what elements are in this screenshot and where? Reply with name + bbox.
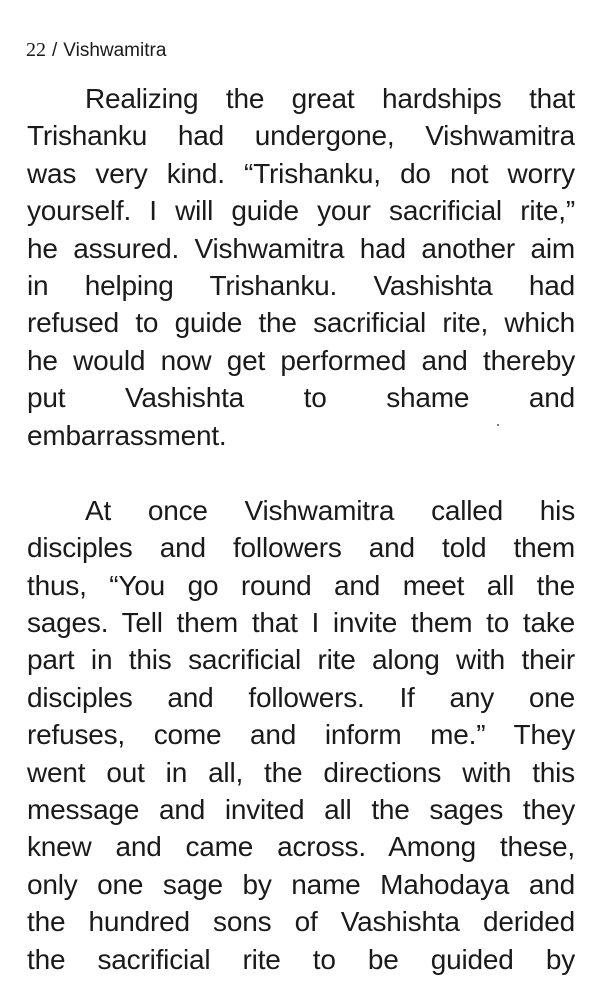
text-line: the sacrificial rite to be guided by	[27, 943, 575, 975]
running-head-title: Vishwamitra	[63, 40, 167, 61]
page-number: 22	[26, 39, 46, 61]
running-head	[26, 38, 166, 63]
text-line: sages. Tell them that I invite them to take	[27, 607, 575, 639]
print-speck	[497, 424, 499, 426]
text-line: only one sage by name Mahodaya and	[27, 868, 575, 900]
text-line: he would now get performed and thereby	[27, 344, 575, 376]
text-line: was very kind. “Trishanku, do not worry	[27, 157, 575, 189]
paragraph-1	[27, 80, 575, 454]
text-line: disciples and followers and told them	[27, 532, 575, 564]
text-line: Realizing the great hardships that	[85, 83, 575, 114]
text-line: in helping Trishanku. Vashishta had	[27, 269, 575, 301]
text-line: knew and came across. Among these,	[27, 831, 575, 863]
text-line: refused to guide the sacrificial rite, which	[27, 307, 575, 339]
text-line: thus, “You go round and meet all the	[27, 569, 575, 601]
text-line: put Vashishta to shame and	[27, 382, 575, 414]
text-line: yourself. I will guide your sacrificial rite,”	[27, 195, 575, 227]
text-line: Trishanku had undergone, Vishwamitra	[27, 120, 575, 152]
text-line: message and invited all the sages they	[27, 794, 575, 826]
text-line: disciples and followers. If any one	[27, 681, 575, 713]
text-line: embarrassment.	[27, 419, 227, 451]
paragraph-spacer	[27, 454, 575, 492]
text-line: At once Vishwamitra called his	[85, 494, 575, 526]
text-line: went out in all, the directions with this	[27, 756, 575, 788]
text-line: part in this sacrificial rite along with their	[27, 644, 575, 676]
text-line: refuses, come and inform me.” They	[27, 719, 575, 751]
running-head-separator: /	[52, 40, 58, 61]
text-line: he assured. Vishwamitra had another aim	[27, 232, 575, 264]
paragraph-2	[27, 492, 575, 978]
body-text	[27, 80, 575, 978]
text-line: the hundred sons of Vashishta derided	[27, 906, 575, 938]
